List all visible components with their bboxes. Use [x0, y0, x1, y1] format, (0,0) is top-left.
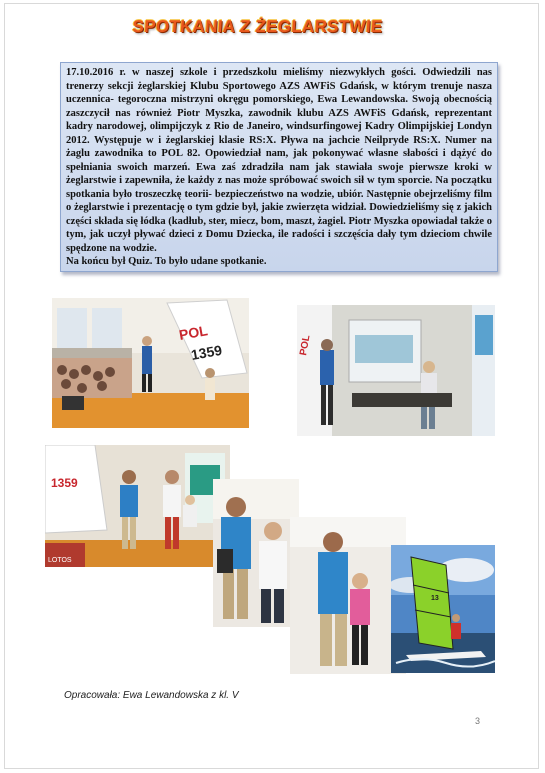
sail-text-pol: POL — [177, 322, 209, 343]
photo-trainer-girl — [213, 479, 299, 627]
photo-trainers — [45, 445, 230, 567]
photo-presentation-image — [297, 305, 495, 436]
page-number: 3 — [475, 716, 481, 726]
photo-windsurfing-image — [391, 545, 495, 673]
article-closing: Na końcu był Quiz. To było udane spotkanie. — [66, 256, 267, 267]
photo-classroom-sail-image — [52, 298, 249, 428]
photo-classroom-sail — [52, 298, 249, 428]
windsurf-number: 13 — [431, 595, 439, 602]
article-textbox — [60, 62, 498, 272]
article-paragraph: 17.10.2016 r. w naszej szkole i przedszkolu mieliśmy niezwykłych gości. Odwiedzili nas trenerzy sekcji żeglarskiej Klubu Sportowego AZS AWFiS Gdańsk, w którym trenuje nasza uczennica- tegoroczna mistrzyni okręgu pomorskiego, Ewa Lewandowska. Swoją obecnością zaszczycił nas również Piotr Myszka, zawodnik klubu AZS AWFiS Gdańsk, reprezentant kadry narodowej, olimpijczyk z Rio de Janeiro, windsurfingowej Kadry Olimpijskiej Londyn 2012. Występuje w i żeglarskiej klasie RS:X. Pływa na jachcie Neilpryde RS:X. Numer na żaglu zawodnika to POL 82. Opowiedział nam, jak pokonywać własne słabości i dążyć do spełniania swoich marzeń. Ewa zaś zdradziła nam jak stawiała swoje pierwsze kroki w żeglarstwie i zapewniła, że każdy z nas może spróbować swoich sił w tym sporcie. Na początku spotkania było troszeczkę teorii- bezpieczeństwo na wodzie, ubiór. Następnie obejrzeliśmy film o żeglarstwie i prezentację o tym gdzie był, jakie zwierzęta widział. Dowiedzieliśmy się z jakich części składa się łódka (kadłub, ster, miecz, bom, maszt, żagiel. Piotr Myszka opowiadał także o tym, jak uczył pływać dzieci z Domu Dziecka, ile radości i szczęścia dały tym dzieciom chwile spędzone na wodzie. — [66, 67, 492, 254]
sail-text-pol-2: POL — [298, 334, 313, 357]
photo-trainer-girl-pink — [290, 517, 406, 674]
banner-text: LOTOS — [48, 557, 72, 564]
photo-trainer-girl-image — [213, 479, 299, 627]
sail-text-number: 1359 — [189, 341, 224, 363]
photo-presentation — [297, 305, 495, 436]
photo-windsurfing — [391, 545, 495, 673]
photo-trainer-girl-pink-image — [290, 517, 406, 674]
photo-trainers-image — [45, 445, 230, 567]
author-credit: Opracowała: Ewa Lewandowska z kl. V — [64, 690, 239, 701]
page-title: SPOTKANIA Z ŻEGLARSTWIE — [131, 17, 384, 36]
sail-text-pol-3: 1359 — [51, 476, 78, 490]
